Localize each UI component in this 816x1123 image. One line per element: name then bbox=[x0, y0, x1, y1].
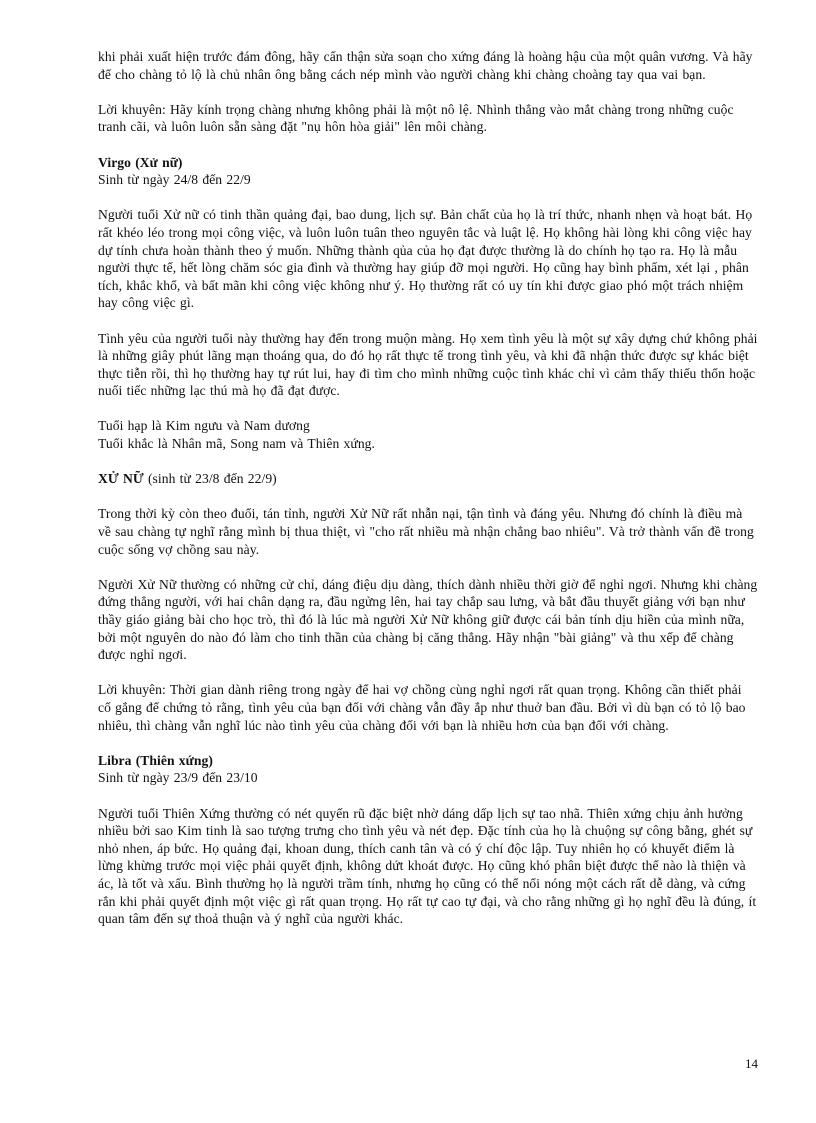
libra-dates: Sinh từ ngày 23/9 đến 23/10 bbox=[98, 770, 258, 786]
document-page bbox=[98, 48, 758, 945]
paragraph-virgo-traits: Người tuổi Xử nữ có tinh thần quảng đại, bao dung, lịch sự. Bản chất của họ là trí thức, nhanh nhẹn và hoạt bát. Họ rất khéo léo trong mọi công việc, và luôn luôn tuân theo nguyên tắc và luật lệ. Họ không hài lòng khi công việc hay dự tính chưa hoàn thành theo ý muốn. Những thành qủa của họ đạt được thường là do chính họ tạo ra. Họ là mẫu người thực tế, hết lòng chăm sóc gia đình và thường hay giúp đỡ mọi người. Họ cũng hay bình phẩm, xét lại , phân tích, khắc khổ, và bất mãn khi công việc không như ý. Họ thường rất có uy tín khi được giao phó một trách nhiệm hay công việc gì. bbox=[98, 207, 753, 311]
paragraph-xu-nu-courtship: Trong thời kỳ còn theo đuổi, tán tỉnh, người Xử Nữ rất nhẫn nại, tận tình và đáng yêu. Nhưng đó chính là điều mà về sau chàng tự nghĩ rằng mình bị thua thiệt, vì "cho rất nhiều mà nhận chẳng bao nhiêu". Và trở thành vấn đề trong cuộc sống vợ chồng sau này. bbox=[98, 506, 754, 557]
compatibility-block bbox=[98, 417, 758, 452]
libra-title: Libra (Thiên xứng) bbox=[98, 752, 213, 768]
page-number: 14 bbox=[745, 1056, 758, 1071]
xu-nu-title: XỬ NỮ bbox=[98, 471, 144, 487]
incompatible-signs: Tuổi khắc là Nhân mã, Song nam và Thiên xứng. bbox=[98, 436, 375, 452]
virgo-title: Virgo (Xử nữ) bbox=[98, 154, 183, 170]
compatible-signs: Tuổi hạp là Kim ngưu và Nam dương bbox=[98, 418, 310, 434]
libra-heading bbox=[98, 752, 758, 770]
xu-nu-dates: (sinh từ 23/8 đến 22/9) bbox=[147, 471, 277, 487]
paragraph-xu-nu-behavior: Người Xử Nữ thường có những cử chỉ, dáng điệu dịu dàng, thích dành nhiều thời giờ để nghỉ ngơi. Nhưng khi chàng đứng thẳng người, với hai chân dạng ra, đầu ngửng lên, hai tay chắp sau lưng, và bắt đầu thuyết giảng với bạn như thầy giáo giảng bài cho học trò, thì đó là lúc mà người Xử Nữ không giữ được cái bản tính dịu hiền của mình nữa, bởi một nguyên do nào đó làm cho tinh thần của chàng bị căng thẳng. Hãy nhận "bài giảng" và thu xếp để chàng được nghỉ ngơi. bbox=[98, 576, 758, 663]
virgo-dates: Sinh từ ngày 24/8 đến 22/9 bbox=[98, 172, 251, 188]
paragraph-libra-traits: Người tuổi Thiên Xứng thường có nét quyến rũ đặc biệt nhờ dáng dấp lịch sự tao nhã. Thiên xứng chịu ảnh hưởng nhiều bởi sao Kim tinh là sao tượng trưng cho tình yêu và nét đẹp. Đặc tính của họ là chuộng sự công bằng, ghét sự nhỏ nhen, áp bức. Họ quảng đại, khoan dung, thích canh tân và có ý chí độc lập. Tuy nhiên họ có khuyết điểm là lừng khừng trước mọi việc phải quyết định, không dứt khoát được. Họ cũng khó phân biệt được thế nào là thiện và ác, là tốt và xấu. Bình thường họ là người trầm tính, nhưng họ cũng có thể nổi nóng một cách rất dễ dàng, và cứng rắn khi phải quyết định một việc gì rất quan trọng. Họ rất tự cao tự đại, và cho rằng những gì họ nghĩ đều là đúng, ít quan tâm đến sự thoả thuận và ý nghĩ của người khác. bbox=[98, 805, 757, 927]
paragraph-intro: khi phải xuất hiện trước đám đông, hãy cẩn thận sửa soạn cho xứng đáng là hoàng hậu của một quân vương. Và hãy để cho chàng tỏ lộ là chủ nhân ông bằng cách nép mình vào người chàng khi chàng choàng tay qua vai bạn. bbox=[98, 49, 753, 82]
paragraph-virgo-love: Tình yêu của người tuổi này thường hay đến trong muộn màng. Họ xem tình yêu là một sự xây dựng chứ không phải là những giây phút lãng mạn thoáng qua, do đó họ rất thực tế trong tình yêu, và khi đã nhận thức được sự khác biệt thực tiễn rồi, thì họ thường hay tự rút lui, hay đi tìm cho mình những cuộc tình khác chỉ vì cảm thấy thiếu thốn hoặc nuối tiếc những lạc thú mà họ đã đạt được. bbox=[98, 330, 758, 399]
virgo-heading bbox=[98, 154, 758, 172]
paragraph-advice-2: Lời khuyên: Thời gian dành riêng trong ngày để hai vợ chồng cùng nghỉ ngơi rất quan trọng. Không cần thiết phải cố gắng để chứng tỏ rằng, tình yêu của bạn đối với chàng vẫn đầy ắp như thuở ban đầu. Bởi vì dù bạn có tỏ lộ bao nhiêu, thì chàng vẫn nghĩ lúc nào tình yêu của chàng đối với bạn là nhiều hơn của bạn đối với chàng. bbox=[98, 682, 746, 733]
paragraph-advice-1: Lời khuyên: Hãy kính trọng chàng nhưng không phải là một nô lệ. Nhình thẳng vào mắt chàng trong những cuộc tranh cãi, và luôn luôn sẵn sàng đặt "nụ hôn hòa giải" lên môi chàng. bbox=[98, 101, 734, 135]
xu-nu-heading bbox=[98, 470, 758, 488]
